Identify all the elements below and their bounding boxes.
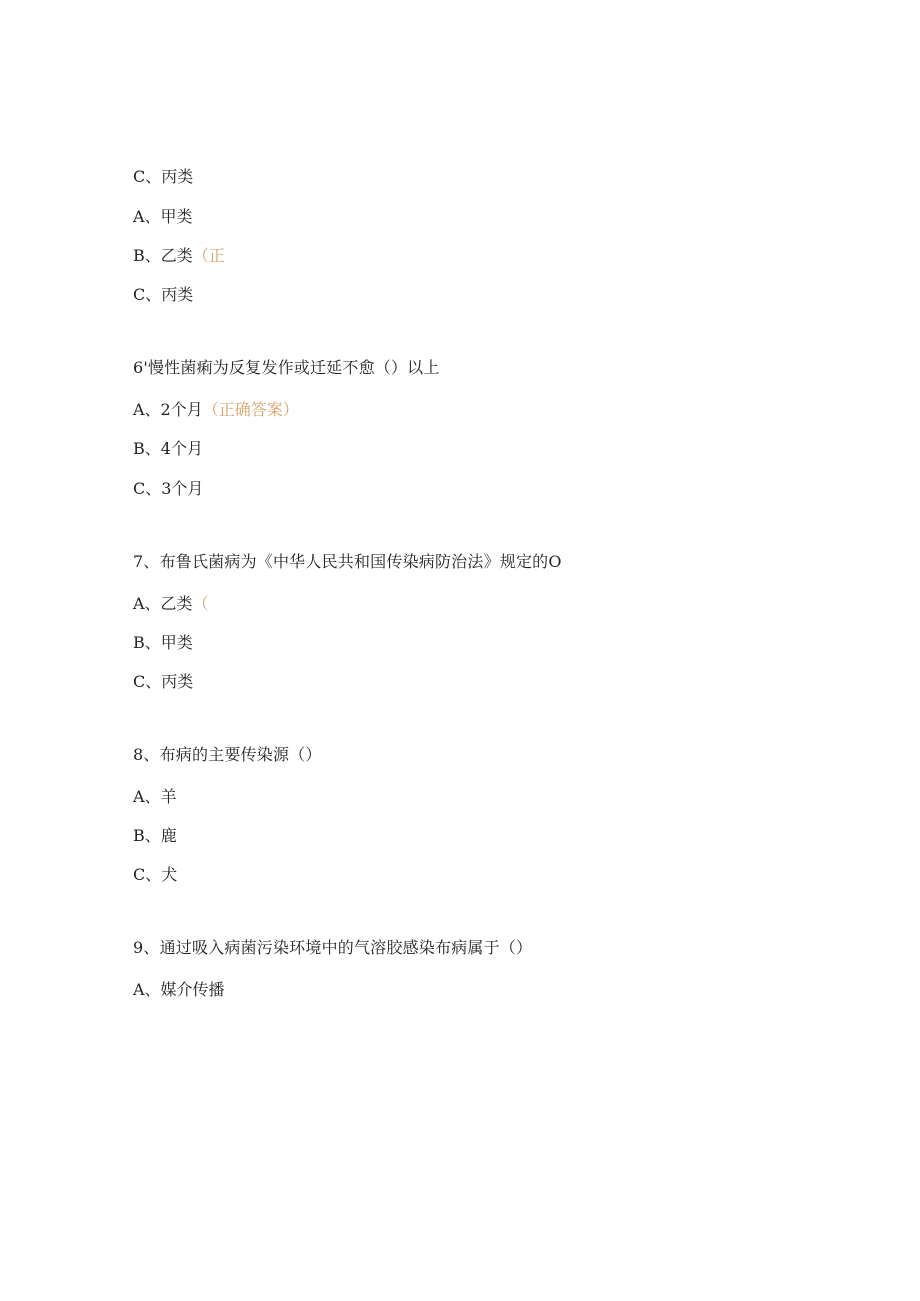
option-c-text: C、丙类 bbox=[133, 167, 194, 186]
question-7: 7、布鲁氏菌病为《中华人民共和国传染病防治法》规定的O bbox=[133, 552, 562, 571]
option-b-text: B、乙类 bbox=[133, 246, 193, 265]
q8-option-a-text: A、羊 bbox=[133, 787, 177, 806]
q7-option-c-text: C、丙类 bbox=[133, 672, 194, 691]
correct-answer-mark: （正 bbox=[192, 246, 225, 265]
q9-option-a-text: A、媒介传播 bbox=[133, 980, 225, 999]
q8-option-b-text: B、鹿 bbox=[133, 826, 177, 845]
q7-option-a-text: A、乙类 bbox=[133, 594, 193, 613]
q6-option-a-line bbox=[133, 400, 299, 420]
correct-answer-mark: （ bbox=[192, 594, 209, 613]
q8-option-c-text: C、犬 bbox=[133, 865, 178, 884]
correct-answer-mark: （正确答案） bbox=[202, 400, 299, 419]
option-b-line bbox=[133, 246, 225, 266]
question-8: 8、布病的主要传染源（） bbox=[133, 745, 322, 764]
question-6: 6'慢性菌痢为反复发作或迁延不愈（）以上 bbox=[133, 358, 440, 377]
q6-option-b-text: B、4个月 bbox=[133, 439, 203, 458]
option-c-text: C、丙类 bbox=[133, 285, 194, 304]
q6-option-a-text: A、2个月 bbox=[133, 400, 203, 419]
option-a-text: A、甲类 bbox=[133, 207, 193, 226]
q7-option-a-line bbox=[133, 594, 209, 614]
q7-option-b-text: B、甲类 bbox=[133, 633, 193, 652]
question-9: 9、通过吸入病菌污染环境中的气溶胶感染布病属于（） bbox=[133, 938, 533, 957]
q6-option-c-text: C、3个月 bbox=[133, 479, 204, 498]
